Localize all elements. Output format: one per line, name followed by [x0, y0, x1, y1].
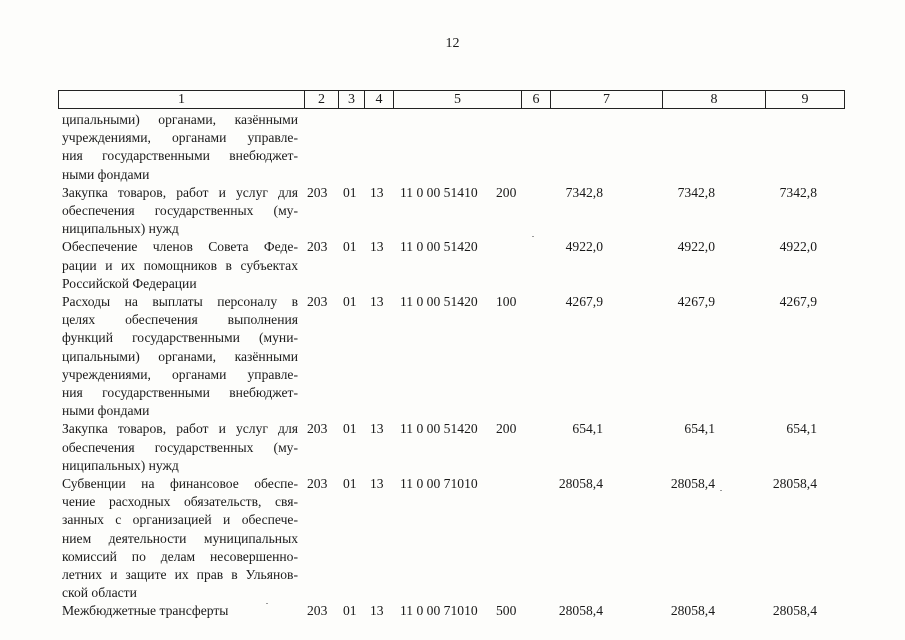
row-description — [62, 238, 298, 293]
header-col-6: 6 — [522, 91, 551, 108]
description-line: Расходы на выплаты персоналу в — [62, 294, 298, 309]
code-gr: 203 — [307, 603, 328, 619]
code-pr: 13 — [370, 421, 384, 437]
code-pr: 13 — [370, 294, 384, 309]
code-csr: 11 0 00 71010 — [400, 603, 478, 619]
description-line: функций государственными (муни- — [62, 330, 298, 346]
description-line: нием деятельности муниципальных — [62, 530, 298, 546]
description-line: целях обеспечения выполнения — [62, 312, 298, 328]
header-col-2: 2 — [305, 91, 339, 108]
header-col-4: 4 — [365, 91, 394, 108]
header-col-5: 5 — [394, 91, 522, 108]
description-line: Закупка товаров, работ и услуг для — [62, 184, 298, 200]
amount-col-7: 654,1 — [572, 421, 603, 437]
amount-col-8: 4922,0 — [677, 239, 715, 255]
code-rz: 01 — [343, 239, 357, 255]
code-pr: 13 — [370, 184, 384, 200]
code-rz: 01 — [343, 421, 357, 437]
code-gr: 203 — [307, 184, 328, 200]
row-description — [62, 111, 298, 184]
code-vr: 100 — [496, 294, 517, 309]
description-line: чение расходных обязательств, свя- — [62, 494, 298, 510]
amount-col-8: 4267,9 — [677, 294, 715, 309]
description-line: Субвенции на финансовое обеспе- — [62, 476, 298, 491]
description-line: рации и их помощников в субъектах — [62, 257, 298, 273]
code-vr: 500 — [496, 603, 517, 619]
description-line: ния государственными внебюджет- — [62, 385, 298, 401]
table-header — [58, 90, 845, 109]
description-line: Обеспечение членов Совета Феде- — [62, 239, 298, 255]
code-rz: 01 — [343, 603, 357, 619]
amount-col-8: 28058,4 — [670, 476, 715, 491]
amount-col-9: 28058,4 — [772, 603, 817, 619]
amount-col-7: 28058,4 — [558, 476, 603, 491]
description-line: ниципальных) нужд — [62, 221, 179, 237]
description-line: ципальными) органами, казёнными — [62, 112, 298, 127]
description-line: Межбюджетные трансферты — [62, 603, 229, 619]
description-line: учреждениями, органами управле- — [62, 130, 298, 146]
description-line: Российской Федерации — [62, 275, 197, 291]
code-rz: 01 — [343, 476, 357, 491]
header-col-3: 3 — [339, 91, 365, 108]
amount-col-8: 7342,8 — [677, 184, 715, 200]
amount-col-8: 654,1 — [684, 421, 715, 437]
amount-col-9: 4922,0 — [779, 239, 817, 255]
description-line: Закупка товаров, работ и услуг для — [62, 421, 298, 437]
code-csr: 11 0 00 51420 — [400, 294, 478, 309]
amount-col-7: 7342,8 — [565, 184, 603, 200]
code-csr: 11 0 00 51410 — [400, 184, 478, 200]
row-description — [62, 420, 298, 475]
header-col-8: 8 — [663, 91, 766, 108]
code-gr: 203 — [307, 239, 328, 255]
code-gr: 203 — [307, 421, 328, 437]
code-pr: 13 — [370, 476, 384, 491]
description-line: ципальными) органами, казёнными — [62, 348, 298, 364]
code-rz: 01 — [343, 294, 357, 309]
description-line: летних и защите их прав в Ульянов- — [62, 567, 298, 583]
description-line: учреждениями, органами управле- — [62, 366, 298, 382]
code-gr: 203 — [307, 476, 328, 491]
code-csr: 11 0 00 71010 — [400, 476, 478, 491]
code-gr: 203 — [307, 294, 328, 309]
row-description — [62, 184, 298, 239]
description-line: ными фондами — [62, 403, 150, 419]
description-line: обеспечения государственных (му- — [62, 203, 298, 218]
code-rz: 01 — [343, 184, 357, 200]
header-col-7: 7 — [551, 91, 663, 108]
description-line: комиссий по делам несовершенно- — [62, 548, 298, 564]
code-csr: 11 0 00 51420 — [400, 421, 478, 437]
amount-col-9: 654,1 — [786, 421, 817, 437]
amount-col-7: 4922,0 — [565, 239, 603, 255]
code-pr: 13 — [370, 603, 384, 619]
code-csr: 11 0 00 51420 — [400, 239, 478, 255]
description-line: занных с организацией и обеспече- — [62, 512, 298, 528]
description-line: ниципальных) нужд — [62, 457, 179, 473]
header-col-9: 9 — [801, 92, 809, 107]
page-number: 12 — [445, 36, 460, 51]
description-line: ния государственными внебюджет- — [62, 148, 298, 164]
code-vr: 200 — [496, 184, 517, 200]
row-description — [62, 475, 298, 602]
header-col-1: 1 — [59, 91, 305, 108]
description-line: ными фондами — [62, 166, 150, 182]
row-description — [62, 293, 298, 420]
amount-col-9: 28058,4 — [772, 476, 817, 491]
amount-col-9: 4267,9 — [779, 294, 817, 309]
amount-col-7: 28058,4 — [558, 603, 603, 619]
amount-col-9: 7342,8 — [779, 184, 817, 200]
amount-col-7: 4267,9 — [565, 294, 603, 309]
code-vr: 200 — [496, 421, 517, 437]
amount-col-8: 28058,4 — [670, 603, 715, 619]
row-description — [62, 602, 298, 620]
code-pr: 13 — [370, 239, 384, 255]
description-line: ской области — [62, 585, 137, 601]
description-line: обеспечения государственных (му- — [62, 439, 298, 455]
